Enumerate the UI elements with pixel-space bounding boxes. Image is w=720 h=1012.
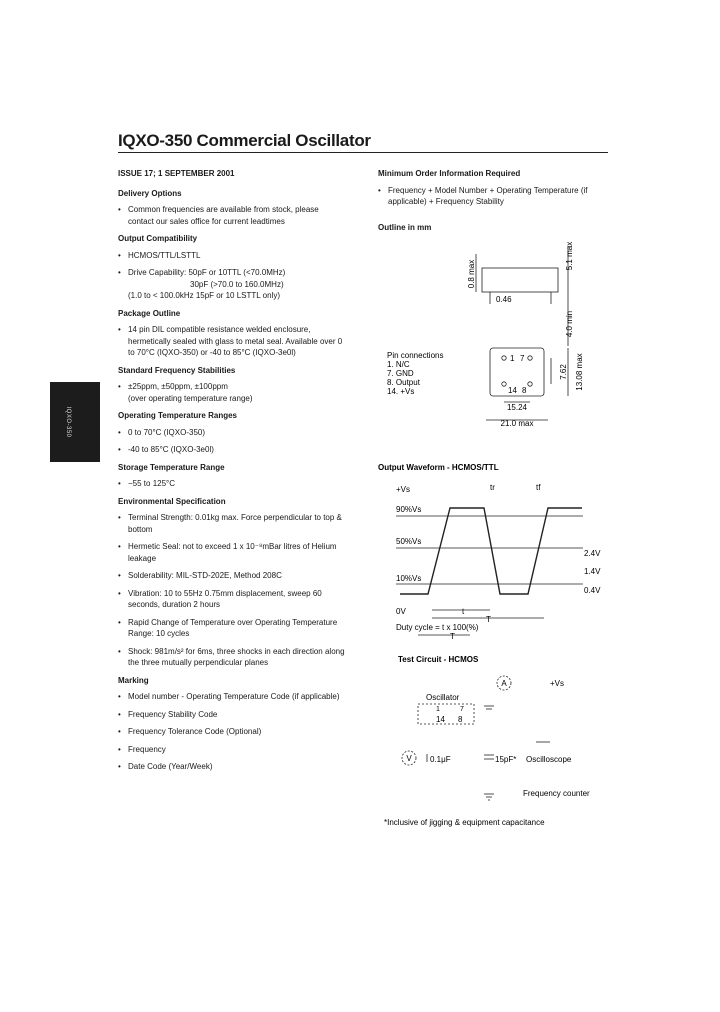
section-heading: Marking	[118, 675, 149, 685]
duty-denominator: T	[450, 632, 455, 640]
pin-item: 7. GND	[387, 369, 414, 378]
section-heading: Delivery Options	[118, 188, 182, 198]
tf-label: tf	[536, 483, 541, 492]
min-order-text: • Frequency + Model Number + Operating Temperature (if applicable) + Frequency Stability	[378, 185, 618, 208]
right-column	[378, 168, 618, 238]
list-item: • HCMOS/TTL/LSTTL	[118, 250, 346, 262]
zero-v-label: 0V	[396, 607, 406, 616]
right-14v: 1.4V	[584, 567, 601, 576]
storage-section	[118, 462, 346, 490]
level-90: 90%Vs	[396, 505, 422, 514]
dim-762: 7.62	[559, 364, 568, 380]
list-item: • Rapid Change of Temperature over Operating Temperature Range: 10 cycles	[118, 617, 346, 640]
list-item: • Solderability: MIL-STD-202E, Method 208C	[118, 570, 346, 582]
op-temp-section	[118, 410, 346, 456]
osc-pin: 8	[458, 715, 463, 724]
list-item: • Model number - Operating Temperature Code (if applicable)	[118, 691, 346, 703]
list-item: • −55 to 125°C	[118, 478, 346, 490]
list-item: • 14 pin DIL compatible resistance welded enclosure, hermetically sealed with glass to metal seal. Available over 0 to 70°C (IQXO-350) or -40 to 85°C (IQXO-3e0l)	[118, 324, 346, 359]
dim-51max: 5.1 max	[565, 241, 574, 271]
level-10: 10%Vs	[396, 574, 422, 583]
test-heading: Test Circuit - HCMOS	[398, 655, 479, 664]
right-04v: 0.4V	[584, 586, 601, 595]
pin-item: 8. Output	[387, 378, 420, 387]
pin-item: 14. +Vs	[387, 387, 415, 396]
section-heading: Standard Frequency Stabilities	[118, 365, 236, 375]
T-label: T	[486, 615, 491, 624]
list-item: • Common frequencies are available from stock, please contact our sales office for current leadtimes	[118, 204, 346, 227]
outline-drawing	[378, 236, 618, 436]
dim-210: 21.0 max	[500, 419, 534, 428]
list-item: • Date Code (Year/Week)	[118, 761, 346, 773]
issue-line: ISSUE 17; 1 SEPTEMBER 2001	[118, 169, 235, 178]
section-heading: Storage Temperature Range	[118, 462, 225, 472]
title-rule	[118, 152, 608, 153]
list-item: • Frequency Stability Code	[118, 709, 346, 721]
pin-number: 1	[510, 354, 515, 363]
pin-hole	[528, 382, 532, 386]
drive-line-2: 30pF (>70.0 to 160.0MHz)	[190, 279, 284, 289]
vs-label: +Vs	[550, 679, 565, 688]
osc-pin: 14	[436, 715, 445, 724]
list-item: • Drive Capability: 50pF or 10TTL (<70.0MHz)	[118, 267, 346, 279]
pin-hole	[528, 356, 532, 360]
counter-label: Frequency counter	[523, 789, 590, 798]
top-view-body	[490, 348, 544, 396]
list-item: • Vibration: 10 to 55Hz 0.75mm displacement, sweep 60 seconds, duration 2 hours	[118, 588, 346, 611]
scope-label: Oscilloscope	[526, 755, 572, 764]
vs-label: +Vs	[396, 485, 411, 494]
waveform-heading: Output Waveform - HCMOS/TTL	[378, 463, 499, 472]
list-item: • 0 to 70°C (IQXO-350)	[118, 427, 346, 439]
side-tab	[50, 382, 100, 462]
pin-hole	[502, 356, 506, 360]
compat-section	[118, 233, 346, 302]
dim-1308: 13.08 max	[575, 353, 584, 391]
outline-heading: Outline in mm	[378, 222, 432, 232]
osc-pin: 7	[460, 706, 464, 713]
pin-hole	[502, 382, 506, 386]
test-circuit	[378, 650, 618, 835]
list-item: • Hermetic Seal: not to exceed 1 x 10⁻⁸mBar litres of Helium leakage	[118, 541, 346, 564]
section-heading: Operating Temperature Ranges	[118, 411, 237, 420]
list-item: • Frequency	[118, 744, 346, 756]
dim-046: 0.46	[496, 295, 512, 304]
test-footnote: *Inclusive of jigging & equipment capacitance	[384, 818, 545, 827]
section-heading: Package Outline	[118, 308, 181, 318]
tr-label: tr	[490, 483, 495, 492]
ammeter-label: A	[501, 679, 507, 688]
delivery-section	[118, 188, 346, 228]
dim-1524: 15.24	[506, 403, 528, 412]
oscillator-box	[418, 704, 474, 724]
stability-section	[118, 365, 346, 405]
section-heading: Environmental Specification	[118, 496, 226, 506]
cap2-label: 15pF*	[495, 755, 517, 764]
dim-40min: 4.0 min	[565, 310, 574, 338]
right-24v: 2.4V	[584, 549, 601, 558]
package-section	[118, 308, 346, 359]
section-heading: Output Compatibility	[118, 234, 198, 243]
waveform-trace	[400, 508, 582, 594]
oscillator-label: Oscillator	[426, 693, 460, 702]
side-tab-label: IQXO-350	[65, 406, 71, 438]
stability-note: (over operating temperature range)	[128, 393, 253, 403]
pin-number: 14	[508, 386, 517, 395]
min-order-heading: Minimum Order Information Required	[378, 169, 521, 178]
pin-item: 1. N/C	[387, 360, 410, 369]
t-label: t	[462, 607, 465, 616]
duty-cycle: Duty cycle = t x 100(%)	[396, 623, 479, 632]
environmental-section	[118, 496, 346, 669]
marking-section	[118, 675, 346, 773]
pin-number: 8	[522, 386, 527, 395]
waveform-diagram	[378, 460, 618, 640]
osc-pin: 1	[436, 706, 440, 713]
dim-08max: 0.8 max	[467, 259, 476, 289]
list-item: • ±25ppm, ±50ppm, ±100ppm	[118, 381, 346, 393]
side-view-body	[482, 268, 558, 292]
pin-heading: Pin connections	[387, 351, 444, 360]
list-item: • Shock: 981m/s² for 6ms, three shocks in each direction along the three mutually perpendicular planes	[118, 646, 346, 669]
level-50: 50%Vs	[396, 537, 422, 546]
page-title: IQXO-350 Commercial Oscillator	[118, 131, 371, 150]
left-column	[118, 168, 346, 779]
list-item: • -40 to 85°C (IQXO-3e0l)	[118, 444, 346, 456]
drive-line-3: (1.0 to < 100.0kHz 15pF or 10 LSTTL only)	[128, 291, 281, 300]
list-item: • Terminal Strength: 0.01kg max. Force perpendicular to top & bottom	[118, 512, 346, 535]
pin-number: 7	[520, 354, 525, 363]
list-item: • Frequency Tolerance Code (Optional)	[118, 726, 346, 738]
cap1-label: 0.1μF	[430, 755, 451, 764]
voltmeter-label: V	[406, 754, 412, 763]
